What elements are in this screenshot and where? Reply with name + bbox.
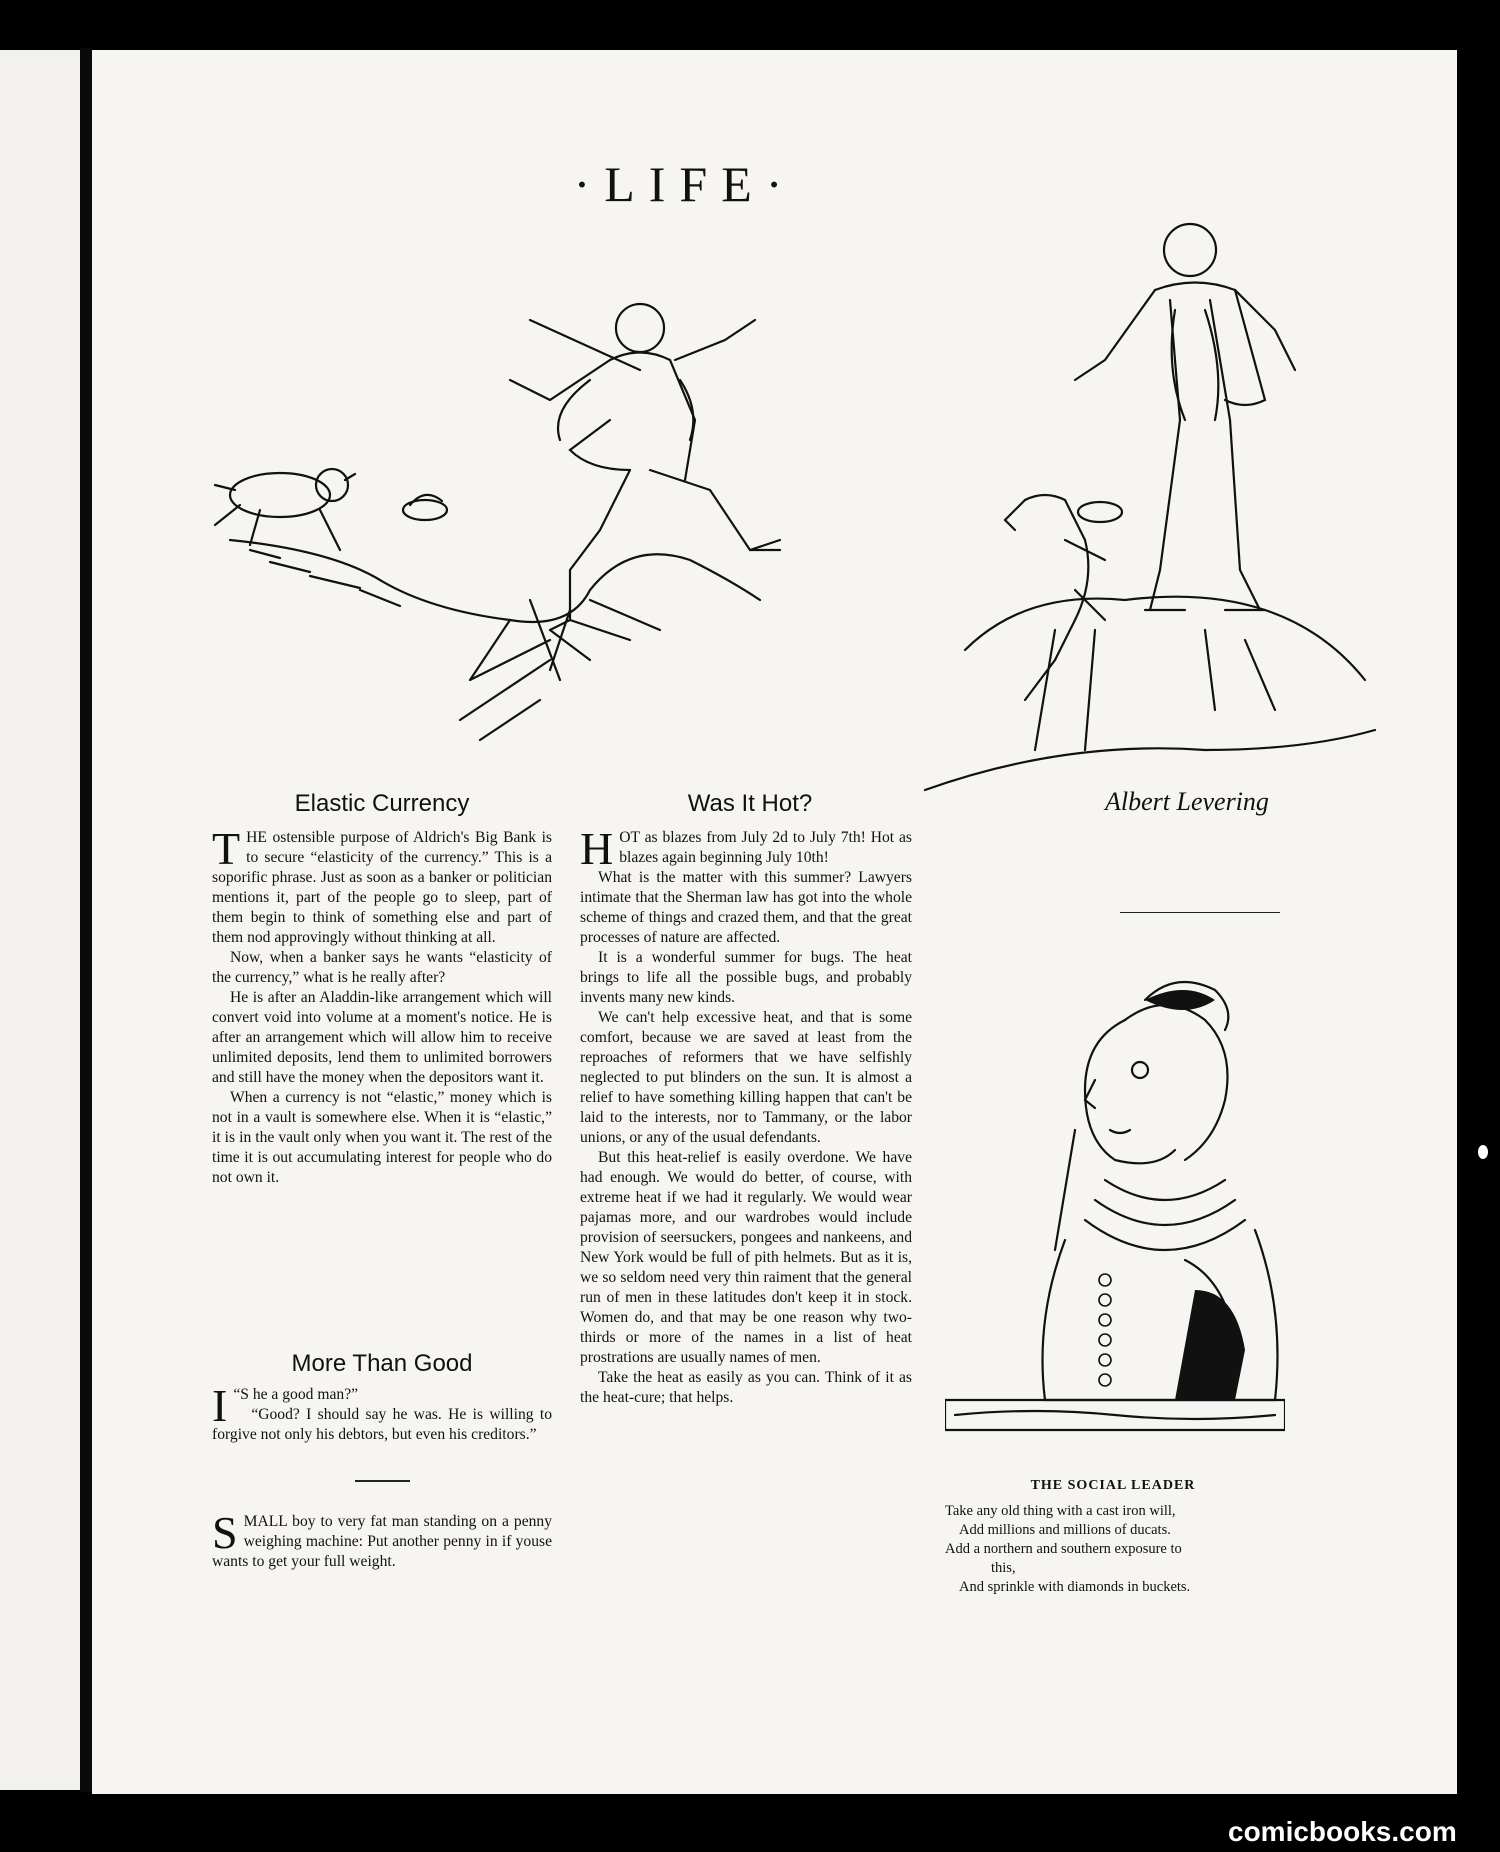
watermark-logo: comicbooks.com <box>1228 1816 1457 1847</box>
paragraph: MALL boy to very fat man standing on a penny weighing machine: Put another penny in if youse wants to get your full weight. <box>212 1513 552 1570</box>
heading-more-than-good: More Than Good <box>291 1350 473 1377</box>
binding-gutter <box>80 48 92 1792</box>
paragraph: OT as blazes from July 2d to July 7th! Hot as blazes again beginning July 10th! <box>619 829 912 866</box>
paragraph: He is after an Aladdin-like arrangement which will convert void into volume at a moment's notice. He is after an arrangement which will allow him to receive unlimited deposits, lend them to unlimited borrowers and still have the money when the depositors want it. <box>212 989 552 1086</box>
paragraph: When a currency is not “elastic,” money which is not in a vault is somewhere else. When it is “elastic,” it is in the vault only when you want it. The rest of the time it is out accumulating interest for people who do not own it. <box>212 1089 552 1186</box>
article-more-than-good <box>212 1380 552 1445</box>
dropcap: I <box>212 1380 228 1431</box>
paragraph: HE ostensible purpose of Aldrich's Big Bank is to secure “elasticity of the currency.” This is a soporific phrase. Just as soon as a banker or politician mentions it, part of the people go to sleep, part of them begin to think of something else and part of them nod approvingly without thinking at all. <box>212 829 552 946</box>
article-was-it-hot <box>580 823 912 1408</box>
divider-rule <box>1120 912 1280 913</box>
paragraph: But this heat-relief is easily overdone. We have had enough. We would do better, of course, with extreme heat if we had it regularly. We would wear pajamas more, and our wardrobes would include provision of seersuckers, pongees and nankeens, and New York would be full of pith helmets. But as it is, we so seldom need very thin raiment that the general run of men in these latitudes don't keep it in stock. Women do, and that may be one reason why two-thirds or more of the names in a list of heat prostrations are usually names of men. <box>580 1149 912 1366</box>
dropcap: H <box>580 823 614 874</box>
paragraph: “Good? I should say he was. He is willing to forgive not only his debtors, but even his creditors.” <box>212 1406 552 1443</box>
paragraph: Now, when a banker says he wants “elasticity of the currency,” what is he really after? <box>212 949 552 986</box>
caption-verse <box>945 1502 1285 1597</box>
heading-elastic-currency: Elastic Currency <box>294 790 470 817</box>
dropcap: S <box>212 1507 238 1558</box>
heading-was-it-hot: Was It Hot? <box>687 790 813 817</box>
dropcap: T <box>212 823 241 874</box>
verse-line: Add millions and millions of ducats. <box>959 1522 1171 1538</box>
verse-line: And sprinkle with diamonds in buckets. <box>959 1579 1191 1595</box>
artist-signature: Albert Levering <box>1105 787 1269 816</box>
cartoon-man-on-rock-with-dog <box>905 210 1385 830</box>
article-elastic-currency <box>212 823 552 1188</box>
verse-line: this, <box>991 1560 1016 1576</box>
paragraph: We can't help excessive heat, and that is some comfort, because we are saved at least from the reproaches of reformers that we have selfishly neglected to put blinders on the sun. It is almost a relief to have something killing happen that can't be laid to the interests, nor to Tammany, or the labor unions, or any of the usual defendants. <box>580 1009 912 1146</box>
verse-line: Take any old thing with a cast iron will, <box>945 1503 1176 1519</box>
masthead: ·LIFE· <box>573 156 797 212</box>
scan-hole-mark <box>1478 1145 1488 1159</box>
article-small-boy <box>212 1507 552 1572</box>
paragraph: “S he a good man?” <box>233 1386 359 1403</box>
cartoon-man-chased-by-dog <box>210 300 850 770</box>
paragraph: What is the matter with this summer? Lawyers intimate that the Sherman law has got into the whole scheme of things and crazed them, and that the great processes of nature are affected. <box>580 869 912 946</box>
paragraph: It is a wonderful summer for bugs. The heat brings to life all the possible bugs, and probably invents many new kinds. <box>580 949 912 1006</box>
paragraph: Take the heat as easily as you can. Think of it as the heat-cure; that helps. <box>580 1369 912 1406</box>
verse-line: Add a northern and southern exposure to <box>945 1541 1182 1557</box>
cartoon-social-leader <box>945 960 1285 1460</box>
caption-title: THE SOCIAL LEADER <box>1030 1478 1196 1493</box>
divider-rule <box>355 1480 410 1482</box>
left-page-edge <box>0 50 80 1790</box>
